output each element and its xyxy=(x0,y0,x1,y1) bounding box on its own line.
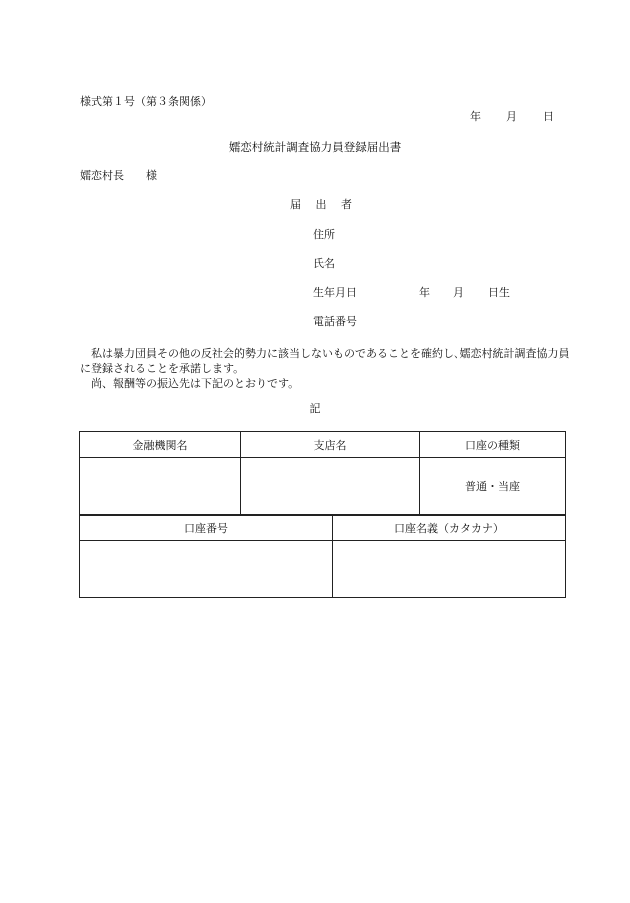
form-id-label: 様式第１号（第３条関係） xyxy=(80,95,212,108)
date-month-label: 月 xyxy=(506,110,517,123)
account-holder-header: 口座名義（カタカナ） xyxy=(333,516,566,541)
document-title: 嬬恋村統計調査協力員登録届出書 xyxy=(228,140,402,154)
date-year-label: 年 xyxy=(470,110,481,123)
account-number-header: 口座番号 xyxy=(80,516,333,541)
bank-info-table xyxy=(79,431,566,515)
consent-paragraph: 私は暴力団員その他の反社会的勢力に該当しないものであることを確約し､嬬恋村統計調査協力員に登録されることを承諾します。 xyxy=(80,347,570,375)
birthdate-label: 生年月日 xyxy=(313,286,357,299)
branch-name-header: 支店名 xyxy=(241,432,420,458)
account-info-table xyxy=(79,515,566,598)
branch-name-cell[interactable] xyxy=(241,458,420,515)
payment-paragraph: 尚、報酬等の振込先は下記のとおりです。 xyxy=(91,377,300,390)
submission-date xyxy=(470,110,554,124)
birth-day-label: 日生 xyxy=(488,286,510,299)
phone-label: 電話番号 xyxy=(313,315,357,328)
birth-year-label: 年 xyxy=(419,286,430,299)
date-day-label: 日 xyxy=(543,110,554,123)
consent-statement xyxy=(80,346,570,391)
name-label: 氏名 xyxy=(313,257,335,270)
account-type-header: 口座の種類 xyxy=(420,432,566,458)
birth-month-label: 月 xyxy=(453,286,464,299)
address-label: 住所 xyxy=(313,228,335,241)
bank-name-cell[interactable] xyxy=(80,458,241,515)
account-number-cell[interactable] xyxy=(80,541,333,598)
ki-heading: 記 xyxy=(309,402,321,415)
addressee: 嬬恋村長 様 xyxy=(80,169,157,182)
account-type-cell[interactable]: 普通・当座 xyxy=(420,458,566,515)
applicant-heading: 届 出 者 xyxy=(290,198,358,211)
account-holder-cell[interactable] xyxy=(333,541,566,598)
bank-name-header: 金融機関名 xyxy=(80,432,241,458)
